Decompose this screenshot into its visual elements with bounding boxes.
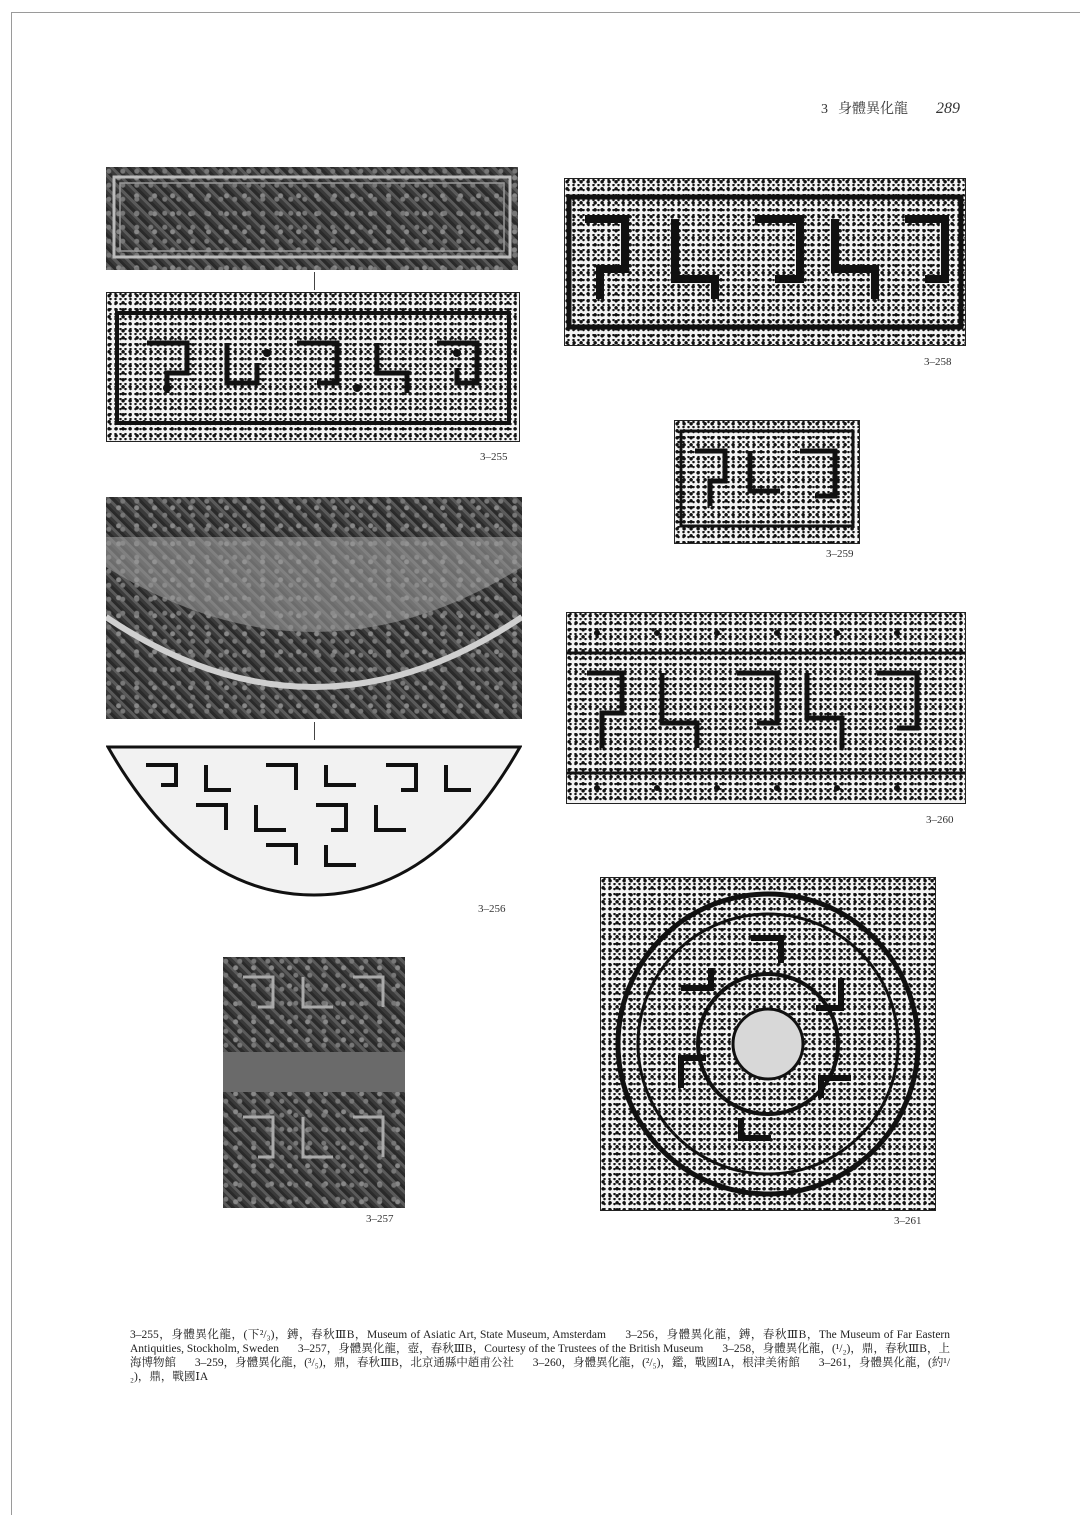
figure-255-connector: [314, 272, 315, 290]
caption-255: 3–255，身體異化龍，(下²/₃)，鎛，春秋ⅢB，Museum of Asiatic Art, State Museum, Amsterdam: [130, 1329, 606, 1341]
figure-255-photo: [106, 167, 518, 270]
caption-block: [130, 1328, 950, 1384]
caption-258: 3–258，身體異化龍，(¹/₂)，鼎，春秋ⅢB，上海博物館: [130, 1343, 951, 1369]
page-number: 289: [936, 100, 960, 117]
figure-261-rubbing: [600, 877, 936, 1211]
figure-256-photo: [106, 497, 522, 719]
figure-255-rubbing: [106, 292, 520, 442]
figure-259-rubbing: [674, 420, 860, 544]
caption-259: 3–259，身體異化龍，(³/₅)，鼎，春秋ⅢB，北京通縣中趙甫公社: [194, 1357, 514, 1369]
caption-260: 3–260，身體異化龍，(²/₅)，鑑，戰國ⅠA，根津美術館: [532, 1357, 800, 1369]
figure-256-label: 3–256: [478, 903, 506, 915]
chapter-number: 3: [821, 102, 828, 117]
figure-258-rubbing: [564, 178, 966, 346]
figure-260-label: 3–260: [926, 814, 954, 826]
figure-257-photo: [223, 957, 405, 1208]
figure-255-label: 3–255: [480, 451, 508, 463]
figure-257-label: 3–257: [366, 1213, 394, 1225]
figure-258-label: 3–258: [924, 356, 952, 368]
figure-259-label: 3–259: [826, 548, 854, 560]
caption-257: 3–257，身體異化龍，壺，春秋ⅢB，Courtesy of the Trustees of the British Museum: [297, 1343, 704, 1355]
figure-256-rubbing: [106, 745, 522, 897]
caption-256: 3–256，身體異化龍，鎛，春秋ⅢB，The Museum of Far Eastern Antiquities, Stockholm, Sweden: [130, 1329, 951, 1355]
figure-260-rubbing: [566, 612, 966, 804]
figure-256-connector: [314, 722, 315, 740]
chapter-title: 身體異化龍: [838, 102, 908, 117]
page-frame-left: [11, 12, 12, 1515]
page-frame-top: [11, 12, 1080, 13]
running-head: [821, 98, 960, 118]
figure-261-label: 3–261: [894, 1215, 922, 1227]
caption-261: 3–261，身體異化龍，(約¹/₂)，鼎，戰國ⅠA: [130, 1357, 951, 1383]
